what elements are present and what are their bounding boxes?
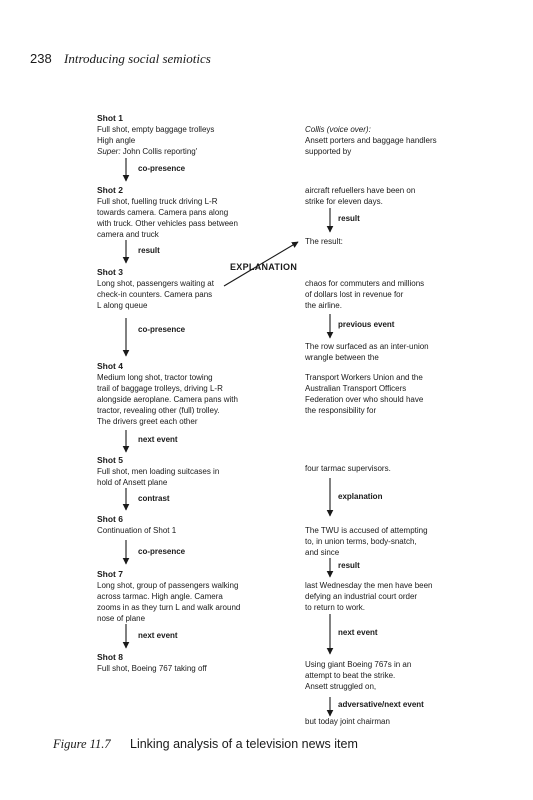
voice-over-line: supported by (305, 147, 352, 156)
super-text: John Collis reporting' (120, 147, 198, 156)
voice-over-line: to return to work. (305, 603, 366, 612)
voice-over-line: attempt to beat the strike. (305, 671, 396, 680)
voice-over-1 (305, 124, 437, 157)
shot2-description (97, 196, 238, 240)
shot3-line-3: L along queue (97, 301, 148, 310)
explanation-label: EXPLANATION (230, 262, 298, 272)
shot5-description (97, 466, 219, 488)
super-label: Super: (97, 147, 121, 156)
shot5-label: Shot 5 (97, 455, 123, 465)
shot6-description (97, 525, 176, 536)
voice-over-8 (305, 525, 428, 558)
shot1-label: Shot 1 (97, 113, 123, 123)
shot6-line-1: Continuation of Shot 1 (97, 526, 177, 535)
voice-over-line: the airline. (305, 301, 342, 310)
shot4-label: Shot 4 (97, 361, 123, 371)
voice-over-line: wrangle between the (305, 353, 379, 362)
voice-over-line: four tarmac supervisors. (305, 464, 391, 473)
voice-over-2 (305, 185, 415, 207)
voice-over-line: last Wednesday the men have been (305, 581, 433, 590)
link-label: co-presence (138, 325, 186, 334)
shot3-line-2: check-in counters. Camera pans (97, 290, 213, 299)
shot7-description (97, 580, 240, 624)
shot7-line-4: nose of plane (97, 614, 146, 623)
shot8-line-1: Full shot, Boeing 767 taking off (97, 664, 207, 673)
figure-label: Figure 11.7 (53, 737, 111, 751)
shot1-description (97, 124, 214, 157)
voice-over-line: Ansett porters and baggage handlers (305, 136, 437, 145)
link-label: co-presence (138, 547, 186, 556)
voice-over-line: aircraft refuellers have been on (305, 186, 416, 195)
voice-over-line: to, in union terms, body-snatch, (305, 537, 417, 546)
shot3-label: Shot 3 (97, 267, 123, 277)
shot4-line-1: Medium long shot, tractor towing (97, 373, 213, 382)
link-label: result (138, 246, 160, 255)
link-label: adversative/next event (338, 700, 424, 709)
voice-over-line: The row surfaced as an inter-union (305, 342, 429, 351)
shot2-line-4: camera and truck (97, 230, 159, 239)
shot2-line-1: Full shot, fuelling truck driving L-R (97, 197, 218, 206)
shot7-line-1: Long shot, group of passengers walking (97, 581, 239, 590)
running-title: Introducing social semiotics (64, 51, 211, 66)
voice-over-line: The result: (305, 237, 343, 246)
figure-caption: Linking analysis of a television news item (130, 737, 358, 751)
shot3-line-1: Long shot, passengers waiting at (97, 279, 214, 288)
voice-over-line: Ansett struggled on, (305, 682, 377, 691)
shot4-line-5: The drivers greet each other (97, 417, 198, 426)
shot7-line-2: across tarmac. High angle. Camera (97, 592, 223, 601)
shot1-line-2: High angle (97, 136, 136, 145)
voice-over-7 (305, 463, 391, 474)
link-label: result (338, 214, 360, 223)
shot4-line-2: trail of baggage trolleys, driving L-R (97, 384, 223, 393)
link-label: next event (138, 631, 178, 640)
voice-over-4 (305, 278, 424, 311)
voice-over-line: of dollars lost in revenue for (305, 290, 404, 299)
voice-over-line: strike for eleven days. (305, 197, 383, 206)
voice-over-line: Using giant Boeing 767s in an (305, 660, 412, 669)
shot4-description (97, 372, 238, 427)
shot8-description (97, 663, 207, 674)
page-number: 238 (30, 51, 52, 66)
shot4-line-4: tractor, revealing other (full) trolley. (97, 406, 220, 415)
voice-over-10 (305, 659, 411, 692)
voice-over-9 (305, 580, 433, 613)
shot4-line-3: alongside aeroplane. Camera pans with (97, 395, 238, 404)
shot5-line-1: Full shot, men loading suitcases in (97, 467, 220, 476)
shot1-line-1: Full shot, empty baggage trolleys (97, 125, 215, 134)
shot2-line-2: towards camera. Camera pans along (97, 208, 229, 217)
voice-over-line: Australian Transport Officers (305, 384, 407, 393)
voice-over-5 (305, 341, 429, 363)
voice-over-line: but today joint chairman (305, 717, 390, 726)
voice-over-line: defying an industrial court order (305, 592, 418, 601)
voice-over-3 (305, 236, 343, 247)
voice-over-line: Transport Workers Union and the (305, 373, 423, 382)
shot2-line-3: with truck. Other vehicles pass between (97, 219, 238, 228)
shot7-label: Shot 7 (97, 569, 123, 579)
voice-over-line: The TWU is accused of attempting (305, 526, 428, 535)
shot6-label: Shot 6 (97, 514, 123, 524)
link-label: co-presence (138, 164, 186, 173)
voice-over-11 (305, 716, 390, 727)
shot3-description (97, 278, 214, 311)
voice-over-line: and since (305, 548, 340, 557)
voice-over-line: the responsibility for (305, 406, 377, 415)
link-label: contrast (138, 494, 170, 503)
link-label: result (338, 561, 360, 570)
shot1-super (97, 146, 214, 157)
link-label: explanation (338, 492, 383, 501)
voice-over-line: chaos for commuters and millions (305, 279, 425, 288)
link-label: next event (338, 628, 378, 637)
shot2-label: Shot 2 (97, 185, 123, 195)
shot7-line-3: zooms in as they turn L and walk around (97, 603, 241, 612)
shot5-line-2: hold of Ansett plane (97, 478, 168, 487)
voice-over-speaker: Collis (voice over): (305, 125, 371, 134)
voice-over-line: Federation over who should have (305, 395, 424, 404)
link-label: next event (138, 435, 178, 444)
link-label: previous event (338, 320, 395, 329)
shot8-label: Shot 8 (97, 652, 123, 662)
voice-over-6 (305, 372, 423, 416)
